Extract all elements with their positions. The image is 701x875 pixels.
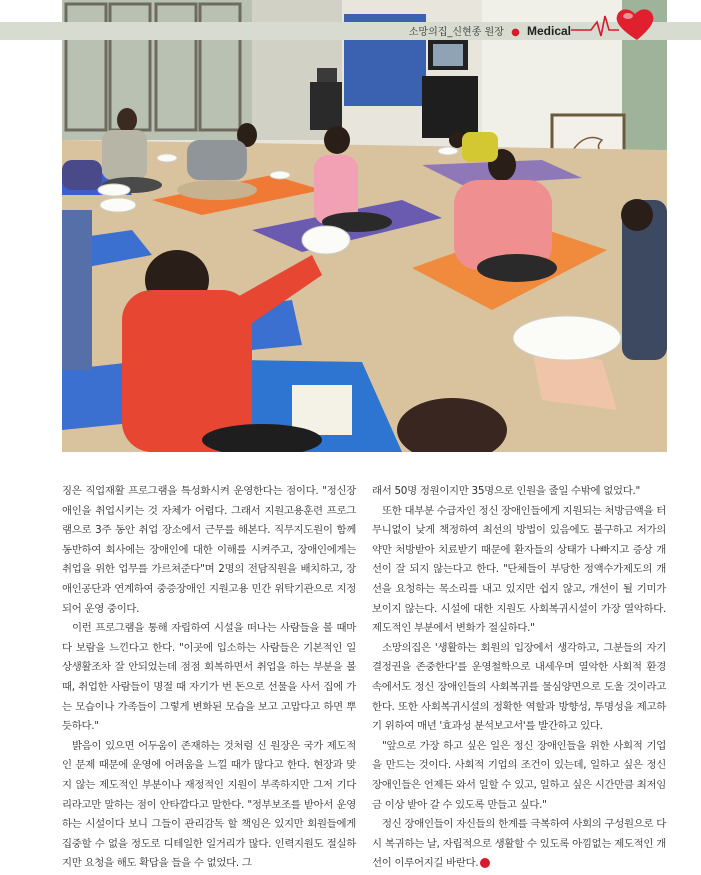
article-column-right — [372, 482, 666, 874]
photo-illustration — [62, 0, 667, 452]
bullet-dot-icon: ● — [511, 27, 520, 38]
paragraph: 밝음이 있으면 어두움이 존재하는 것처럼 신 원장은 국가 제도적인 문제 때문에 운영에 어려움을 느낄 때가 많다고 한다. 현장과 맞지 않는 제도적인 부분이나 재정적인 지원이 부족하지만 그저 기다리라고만 말하는 점이 안타깝다고 말한다. "정부보조를 받아서 운영하는 시설이다 보니 그들이 관리감독 할 책임은 있지만 회원들에게 집중할 수 없을 정도로 디테일한 일거리가 많다. 인력지원도 절실하지만 요청을 해도 확답을 들을 수 없었다. 그 — [62, 739, 356, 870]
section-label — [409, 22, 571, 40]
author-label: 소망의집_신현종 원장 — [408, 27, 504, 38]
end-mark-icon: E — [480, 858, 490, 868]
paragraph: "앞으로 가장 하고 싶은 일은 정신 장애인들을 위한 사회적 기업을 만드는 것이다. 사회적 기업의 조건이 있는데, 일하고 싶은 정신 장애인들은 언제든 와서 일할 수 있고, 일하고 싶은 시간만큼 최저임금 이상 받아 갈 수 있도록 만들고 싶다." — [372, 739, 666, 811]
heart-pulse-icon — [571, 4, 671, 44]
paragraph: 징은 직업재활 프로그램을 특성화시켜 운영한다는 점이다. "정신장애인을 취업시키는 것 자체가 어렵다. 그래서 지원고용훈련 프로그램으로 3주 동안 취업 장소에서 근무를 해본다. 직무지도원이 함께 동반하여 회사에는 장애인에 대한 이해를 시켜주고, 장애인에게는 취업을 위한 업무를 가르쳐준다"며 2명의 전담직원을 배치하고, 장애인공단과 연계하여 중증장애인 지원고용 민간 위탁기관으로 지정되어 운영 중이다. — [62, 485, 356, 615]
paragraph: 이런 프로그램을 통해 자립하여 시설을 떠나는 사람들을 볼 때마다 보람을 느낀다고 한다. "이곳에 입소하는 사람들은 기본적인 일상생활조차 잘 안되었는데 점점 회복하면서 취업을 하는 부분을 볼 때, 취업한 사람들이 명절 때 자기가 번 돈으로 선물을 사서 집에 가는 모습이나 가족들이 그렇게 변화된 모습을 보고 고맙다고 하면 뿌듯하다." — [62, 622, 356, 733]
paragraph-text: 정신 장애인들이 자신들의 한계를 극복하여 사회의 구성원으로 다시 복귀하는 날, 자립적으로 생활할 수 있도록 아낌없는 제도적인 개선이 이루어지길 바란다. — [372, 818, 666, 870]
photo-exercise-class — [62, 0, 667, 452]
paragraph: 또한 대부분 수급자인 정신 장애인들에게 지원되는 처방금액을 터무니없이 낮게 책정하여 최선의 방법이 있음에도 불구하고 저가의 약만 처방받아 치료받기 때문에 환자들의 상태가 나빠지고 증상 개선이 잘 되지 않는다고 한다. "단체들이 부당한 정액수가제도의 개선을 요청하는 목소리를 내고 있지만 쉽지 않고, 개선이 될 기미가 보이지 않는다. 시설에 대한 지원도 사회복귀시설이 가장 열악하다. 제도적인 부분에서 변화가 절실하다." — [372, 504, 666, 635]
paragraph: 래서 50명 정원이지만 35명으로 인원을 줄일 수밖에 없었다." — [372, 485, 640, 497]
paragraph-last — [372, 815, 666, 874]
section-title: Medical — [526, 24, 571, 38]
article-column-left — [62, 482, 356, 874]
paragraph: 소망의집은 '생활하는 회원의 입장에서 생각하고, 그분들의 자기결정권을 존중한다'를 운영철학으로 내세우며 열악한 사회적 환경 속에서도 정신 장애인들의 사회복귀를 물심양면으로 도울 것이라고 한다. 또한 사회복귀시설의 정확한 역할과 방향성, 투명성을 제고하기 위하여 매년 '효과성 분석보고서'를 발간하고 있다. — [372, 641, 666, 733]
